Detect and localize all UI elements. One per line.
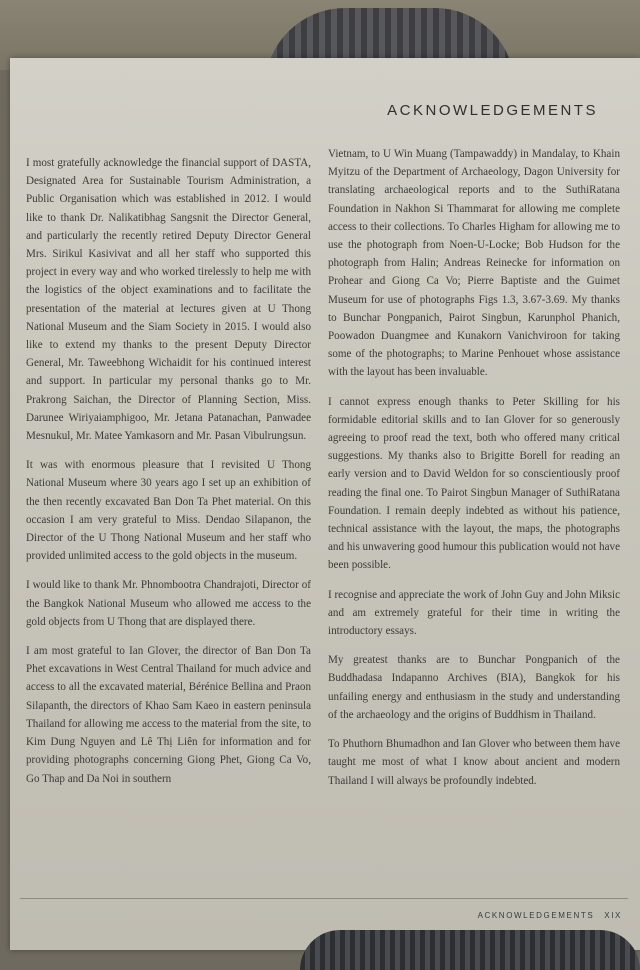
paragraph: It was with enormous pleasure that I revisited U Thong National Museum where 30 years ago I set up an exhibition of the then recently excavated Ban Don Ta Phet material. On this occasion I am very grateful to Miss. Dendao Silapanon, the Director of the U Thong National Museum and her staff who provided unlimited access to the gold objects in the museum. (26, 459, 311, 563)
page-footer (478, 911, 622, 920)
fabric-object-bottom (300, 930, 640, 970)
paragraph: I most gratefully acknowledge the financial support of DASTA, Designated Area for Sustainable Tourism Administration, a Public Organisation which was established in 2012. I would like to thank Dr. Nalikatibhag Sangsnit the Director General, and particularly the recently retired Deputy Director General Mrs. Sirikul Kasivivat and all her staff who supported this project in every way and who worked tirelessly to help me with the logistics of the object examinations and to facilitate the presentation of the material at lectures given at U Thong National Museum and the Siam Society in 2015. I would also like to extend my thanks to the present Deputy Director General, Mr. Taweebhong Wichaidit for his continued interest and support. In particular my personal thanks go to Mr. Prakrong Saichan, the Director of Planning Section, Miss. Darunee Wiriyaiamphigoo, Mr. Jetana Patanachan, Panwadee Mesnukul, Mr. Matee Yamkasorn and Mr. Pasan Vibulrungsun. (26, 157, 311, 443)
right-column (328, 145, 620, 801)
paragraph: Vietnam, to U Win Muang (Tampawaddy) in Mandalay, to Khain Myitzu of the Department of Archaeology, Dagon University for translating archaeological reports and to the SuthiRatana Foundation in Nakhon Si Thammarat for allowing me complete access to their collections. To Charles Higham for allowing me to use the photograph from Noen-U-Locke; Bob Hudson for the photograph from Halin; Andreas Reinecke for information on Prohear and Giong Ca Vo; Pierre Baptiste and the Guimet Museum for use of photographs Figs 1.3, 3.67-3.69. My thanks to Bunchar Pongpanich, Pairot Singbun, Karunphol Phanich, Poowadon Duangmee and Kunakorn Vanichviroon for taking some of the photographs; to Marine Penhouet whose assistance with the layout has been invaluable. (328, 148, 620, 379)
paragraph: I cannot express enough thanks to Peter Skilling for his formidable editorial skills and to Ian Glover for so generously agreeing to proof read the text, both who offered many critical suggestions. My thanks also to Brigitte Borell for reading an early version and to David Weldon for so conscientiously proof reading the final one. To Pairot Singbun Manager of SuthiRatana Foundation. I remain deeply indebted as without his patience, technical assistance with the layout, the maps, the photographs and his unwavering good humour this publication would not have been possible. (328, 395, 620, 572)
footer-divider (20, 898, 628, 899)
page-number: XIX (604, 911, 622, 920)
paragraph: I recognise and appreciate the work of John Guy and John Miksic and am extremely grateful for their time in writing the introductory essays. (328, 588, 620, 638)
left-column (26, 154, 311, 799)
page-title: ACKNOWLEDGEMENTS (387, 102, 598, 119)
paragraph: My greatest thanks are to Bunchar Pongpanich of the Buddhadasa Indapanno Archives (BIA), Bangkok for his unfailing energy and enthusiasm in the study and understanding of the archaeology and the origins of Buddhism in Thailand. (328, 654, 620, 721)
book-page (10, 58, 640, 950)
paragraph: I would like to thank Mr. Phnombootra Chandrajoti, Director of the Bangkok National Museum who allowed me access to the gold objects from U Thong that are displayed there. (26, 579, 311, 628)
running-head: ACKNOWLEDGEMENTS (477, 911, 595, 920)
paragraph: To Phuthorn Bhumadhon and Ian Glover who between them have taught me most of what I know about ancient and modern Thailand I will always be profoundly indebted. (328, 738, 620, 787)
paragraph: I am most grateful to Ian Glover, the director of Ban Don Ta Phet excavations in West Central Thailand for much advice and access to all the excavated material, Bérénice Bellina and Praon Silapanth, the directors of Khao Sam Kaeo in eastern peninsula Thailand for allowing me access to the material from the site, to Kim Dung Nguyen and Lê Thị Liên for information and for providing photographs concerning Giong Phet, Giong Ca Vo, Go Thap and Da Noi in southern (26, 645, 311, 785)
